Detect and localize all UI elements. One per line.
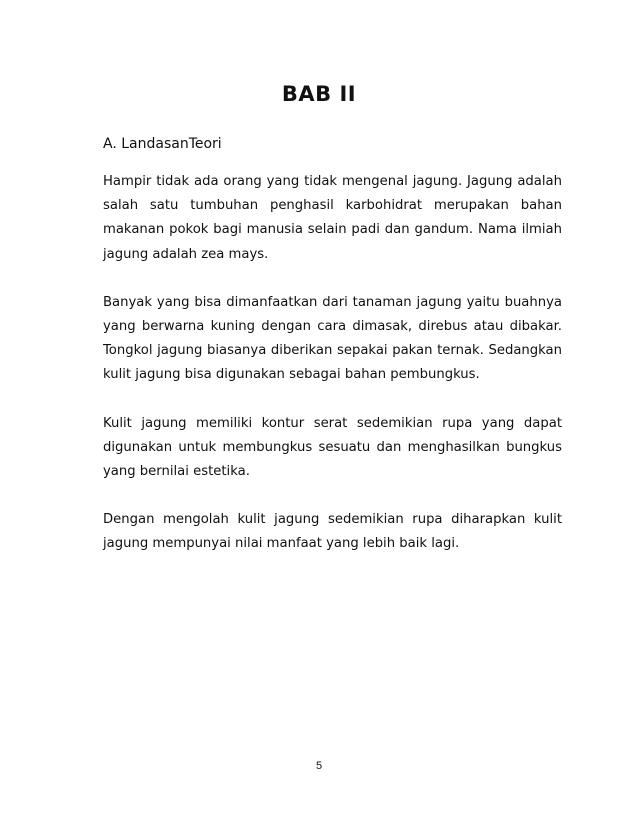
section-heading: A. LandasanTeori xyxy=(103,136,222,152)
paragraph-4: Dengan mengolah kulit jagung sedemikian rupa diharapkan kulit jagung mempunyai nilai manfaat yang lebih baik lagi. xyxy=(103,512,562,552)
paragraph-1: Hampir tidak ada orang yang tidak mengenal jagung. Jagung adalah salah satu tumbuhan penghasil karbohidrat merupakan bahan makanan pokok bagi manusia selain padi dan gandum. Nama ilmiah jagung adalah zea mays. xyxy=(103,174,562,262)
body-text xyxy=(103,170,562,581)
paragraph-3: Kulit jagung memiliki kontur serat sedemikian rupa yang dapat digunakan untuk membungkus sesuatu dan menghasilkan bungkus yang bernilai estetika. xyxy=(103,415,562,480)
paragraph-2: Banyak yang bisa dimanfaatkan dari tanaman jagung yaitu buahnya yang berwarna kuning dengan cara dimasak, direbus atau dibakar. Tongkol jagung biasanya diberikan sepakai pakan ternak. Sedangkan kulit jagung bisa digunakan sebagai bahan pembungkus. xyxy=(103,294,562,383)
chapter-title: BAB II xyxy=(281,82,357,106)
page-number: 5 xyxy=(315,760,323,772)
